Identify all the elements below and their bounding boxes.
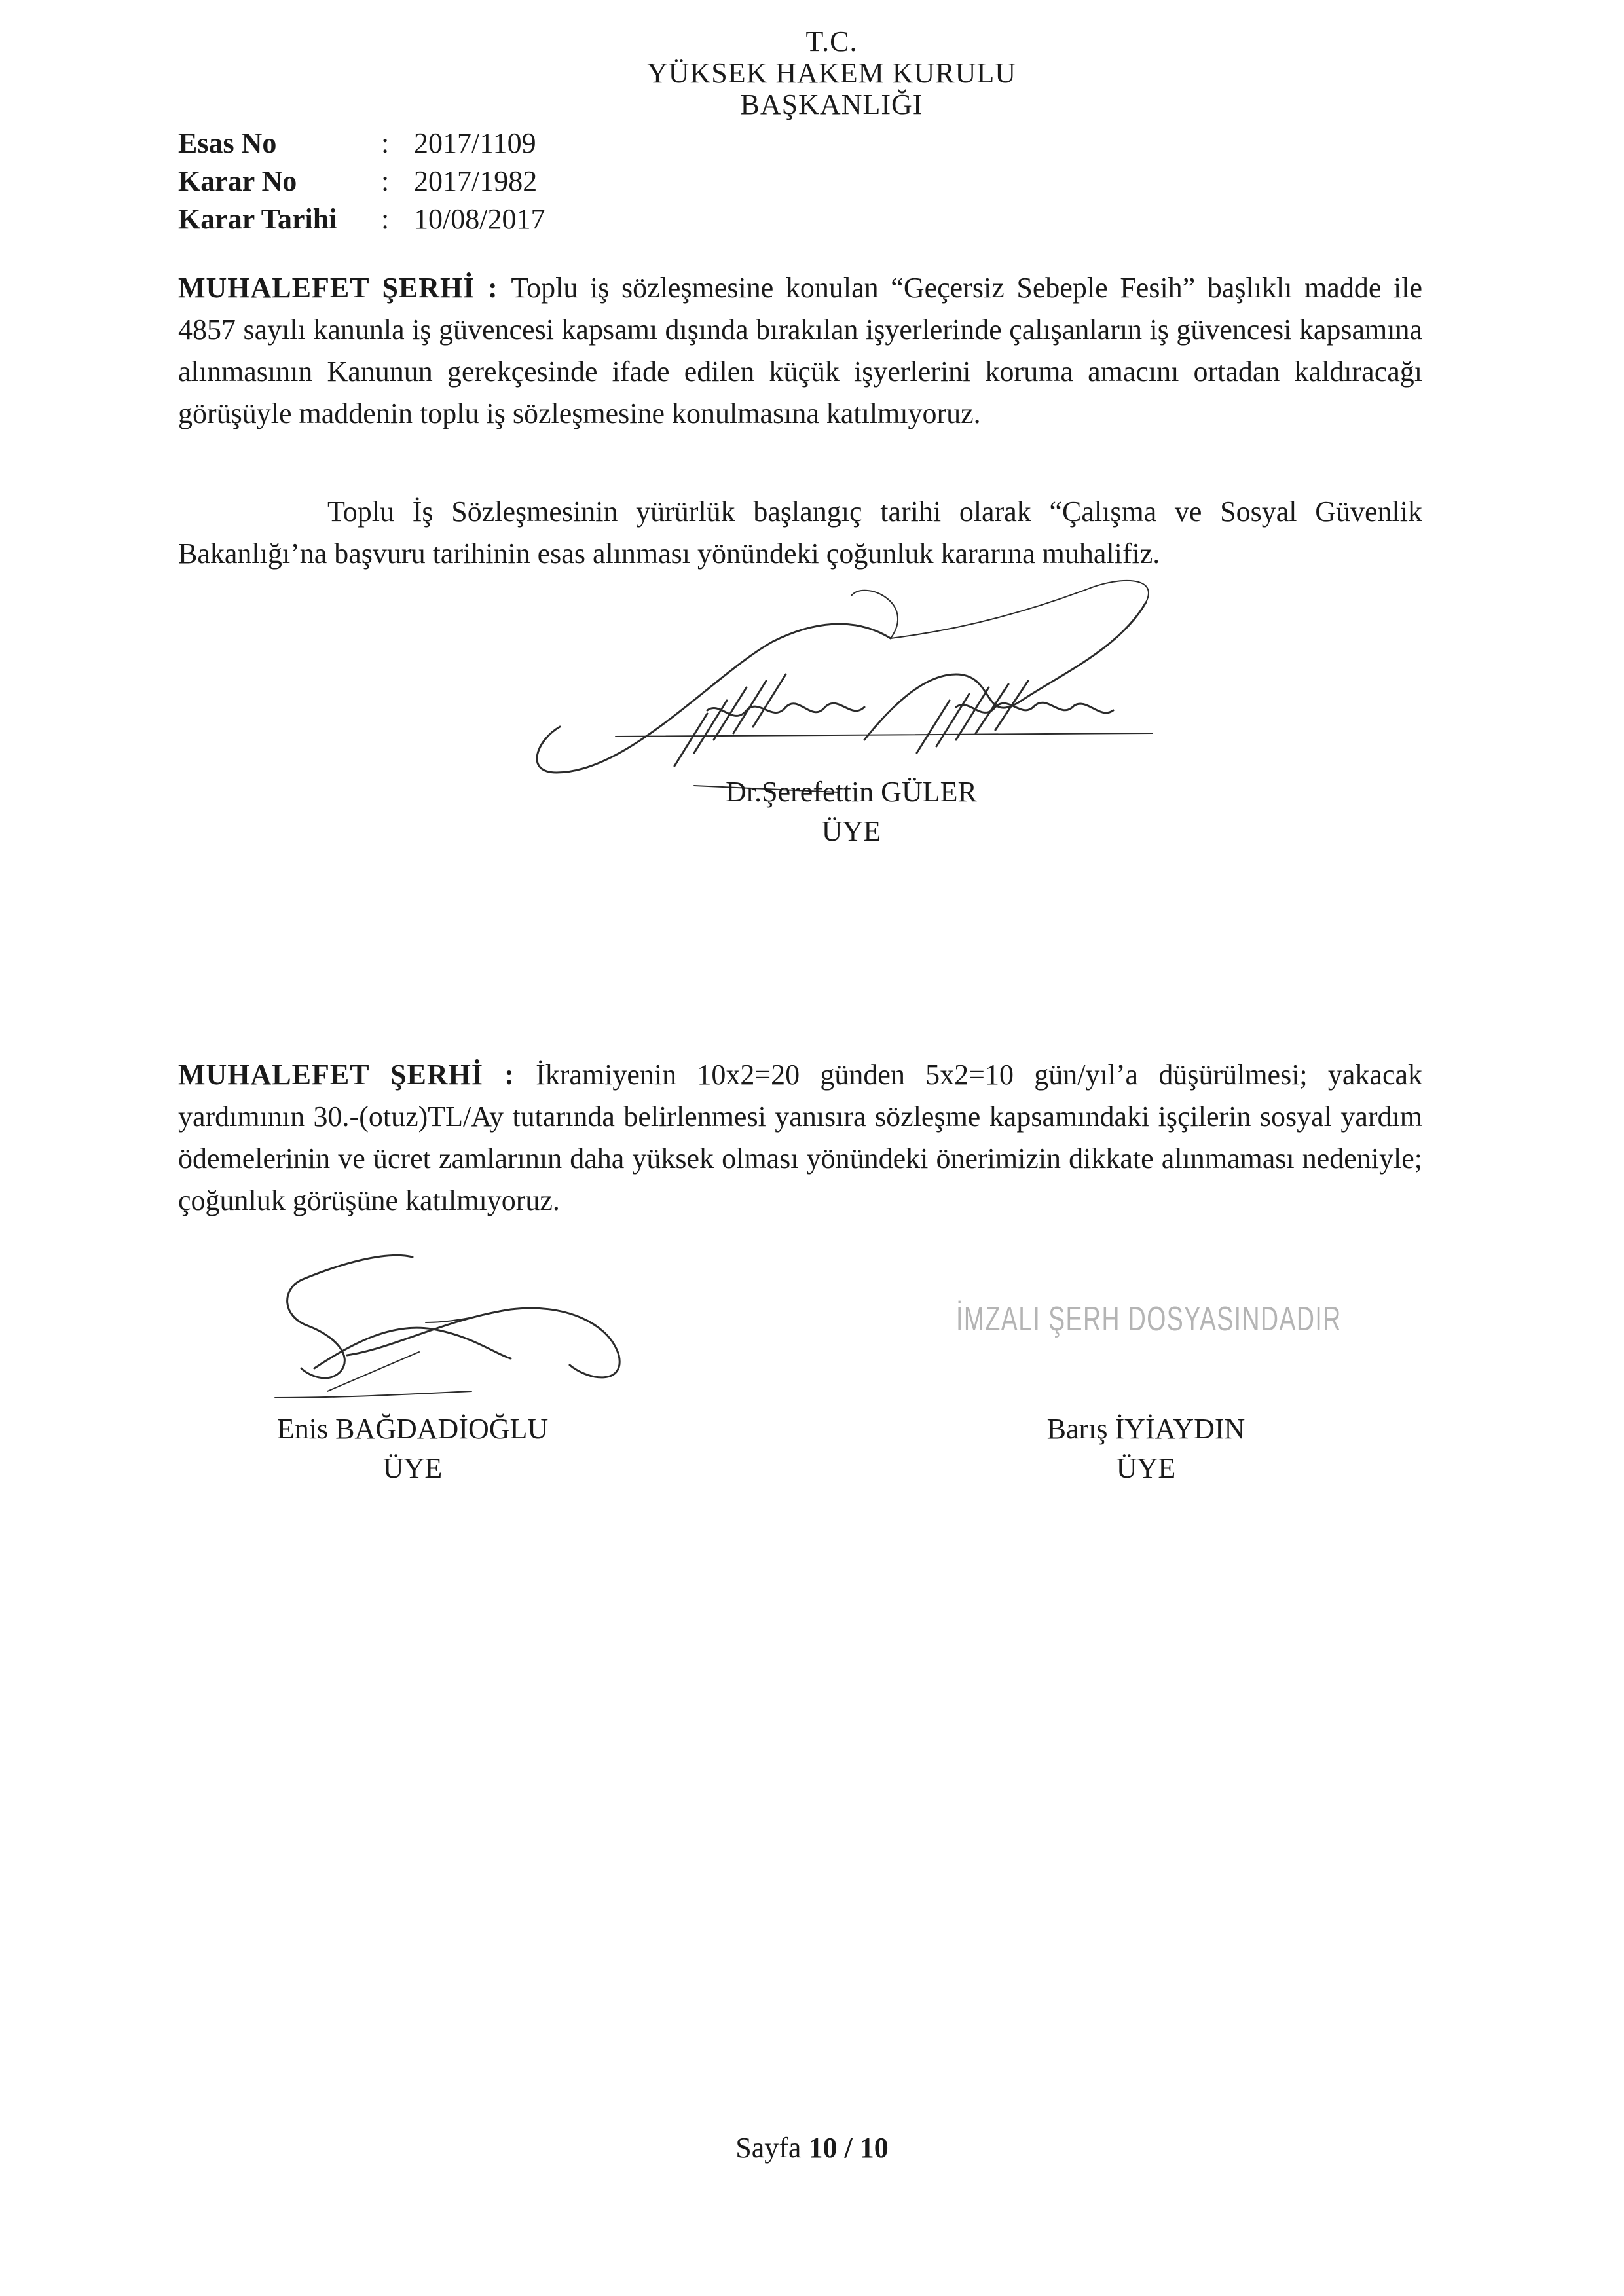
karar-value: 2017/1982: [414, 165, 538, 197]
header-presidency: BAŞKANLIĞI: [740, 88, 923, 120]
header-institution: YÜKSEK HAKEM KURULU: [646, 57, 1017, 89]
dissent1-signer: [655, 773, 1048, 851]
karar-label: Karar No: [178, 165, 297, 197]
page-footer: [0, 2131, 1624, 2164]
tarih-value: 10/08/2017: [414, 203, 545, 235]
dissent1-heading: MUHALEFET ŞERHİ :: [178, 272, 511, 304]
dissent2-signer1-title: ÜYE: [382, 1452, 443, 1484]
dissent1-paragraph2: Toplu İş Sözleşmesinin yürürlük başlangıç tarihi olarak “Çalışma ve Sosyal Güvenlik Bakanlığı’na başvuru tarihinin esas alınması yönündeki çoğunluk kararına muhalifiz.: [178, 496, 1422, 570]
esas-row: [178, 124, 545, 162]
header-tc: T.C.: [805, 26, 858, 58]
dissent1-signer-title: ÜYE: [821, 815, 881, 847]
tarih-label: Karar Tarihi: [178, 203, 337, 235]
tarih-row: [178, 200, 545, 238]
dissent1-text1: Toplu iş sözleşmesine konulan “Geçersiz Sebeple Fesih” başlıklı madde ile 4857 sayılı kanunla iş güvencesi kapsamı dışında bırakılan işyerlerinde çalışanların iş güvencesi kapsamına alınmasının Kanunun gerekçesinde ifade edilen küçük işyerlerini koruma amacını ortadan kaldıracağı görüşüyle maddenin toplu iş sözleşmesine konulmasına katılmıyoruz.: [178, 272, 1422, 429]
dissent2-signer2: [982, 1410, 1310, 1488]
dissent1-paragraph1: [178, 267, 1422, 435]
signature-bagdadioglu: [262, 1244, 655, 1414]
karar-colon: :: [381, 165, 390, 197]
signature-guler: [498, 576, 1251, 805]
tarih-colon: :: [381, 203, 390, 235]
karar-row: [178, 162, 545, 200]
dissent2-signer2-name: Barış İYİAYDIN: [1046, 1413, 1246, 1445]
document-header: [0, 26, 1624, 120]
dissent2-signer1-name: Enis BAĞDADİOĞLU: [276, 1413, 549, 1445]
dissent2-signer2-title: ÜYE: [1116, 1452, 1176, 1484]
esas-label: Esas No: [178, 127, 277, 159]
esas-value: 2017/1109: [414, 127, 536, 159]
dissent2-paragraph: [178, 1054, 1422, 1222]
dissent1-signer-name: Dr.Şerefettin GÜLER: [726, 776, 977, 808]
dissent2-text: İkramiyenin 10x2=20 günden 5x2=10 gün/yıl’a düşürülmesi; yakacak yardımının 30.-(otuz)TL/Ay tutarında belirlenmesi yanısıra sözleşme kapsamındaki işçilerin sosyal yardım ödemelerinin ve ücret zamlarının daha yüksek olması yönündeki önerimizin dikkate alınmaması nedeniyle; çoğunluk görüşüne katılmıyoruz.: [178, 1059, 1423, 1216]
esas-colon: :: [381, 127, 390, 159]
page-number: 10 / 10: [808, 2132, 889, 2164]
dissent2-heading: MUHALEFET ŞERHİ :: [178, 1059, 536, 1091]
case-info: [178, 124, 545, 238]
signed-dissent-stamp: İMZALI ŞERH DOSYASINDADIR: [956, 1300, 1342, 1338]
dissent2-signer1: [249, 1410, 576, 1488]
page-prefix: Sayfa: [735, 2132, 809, 2164]
